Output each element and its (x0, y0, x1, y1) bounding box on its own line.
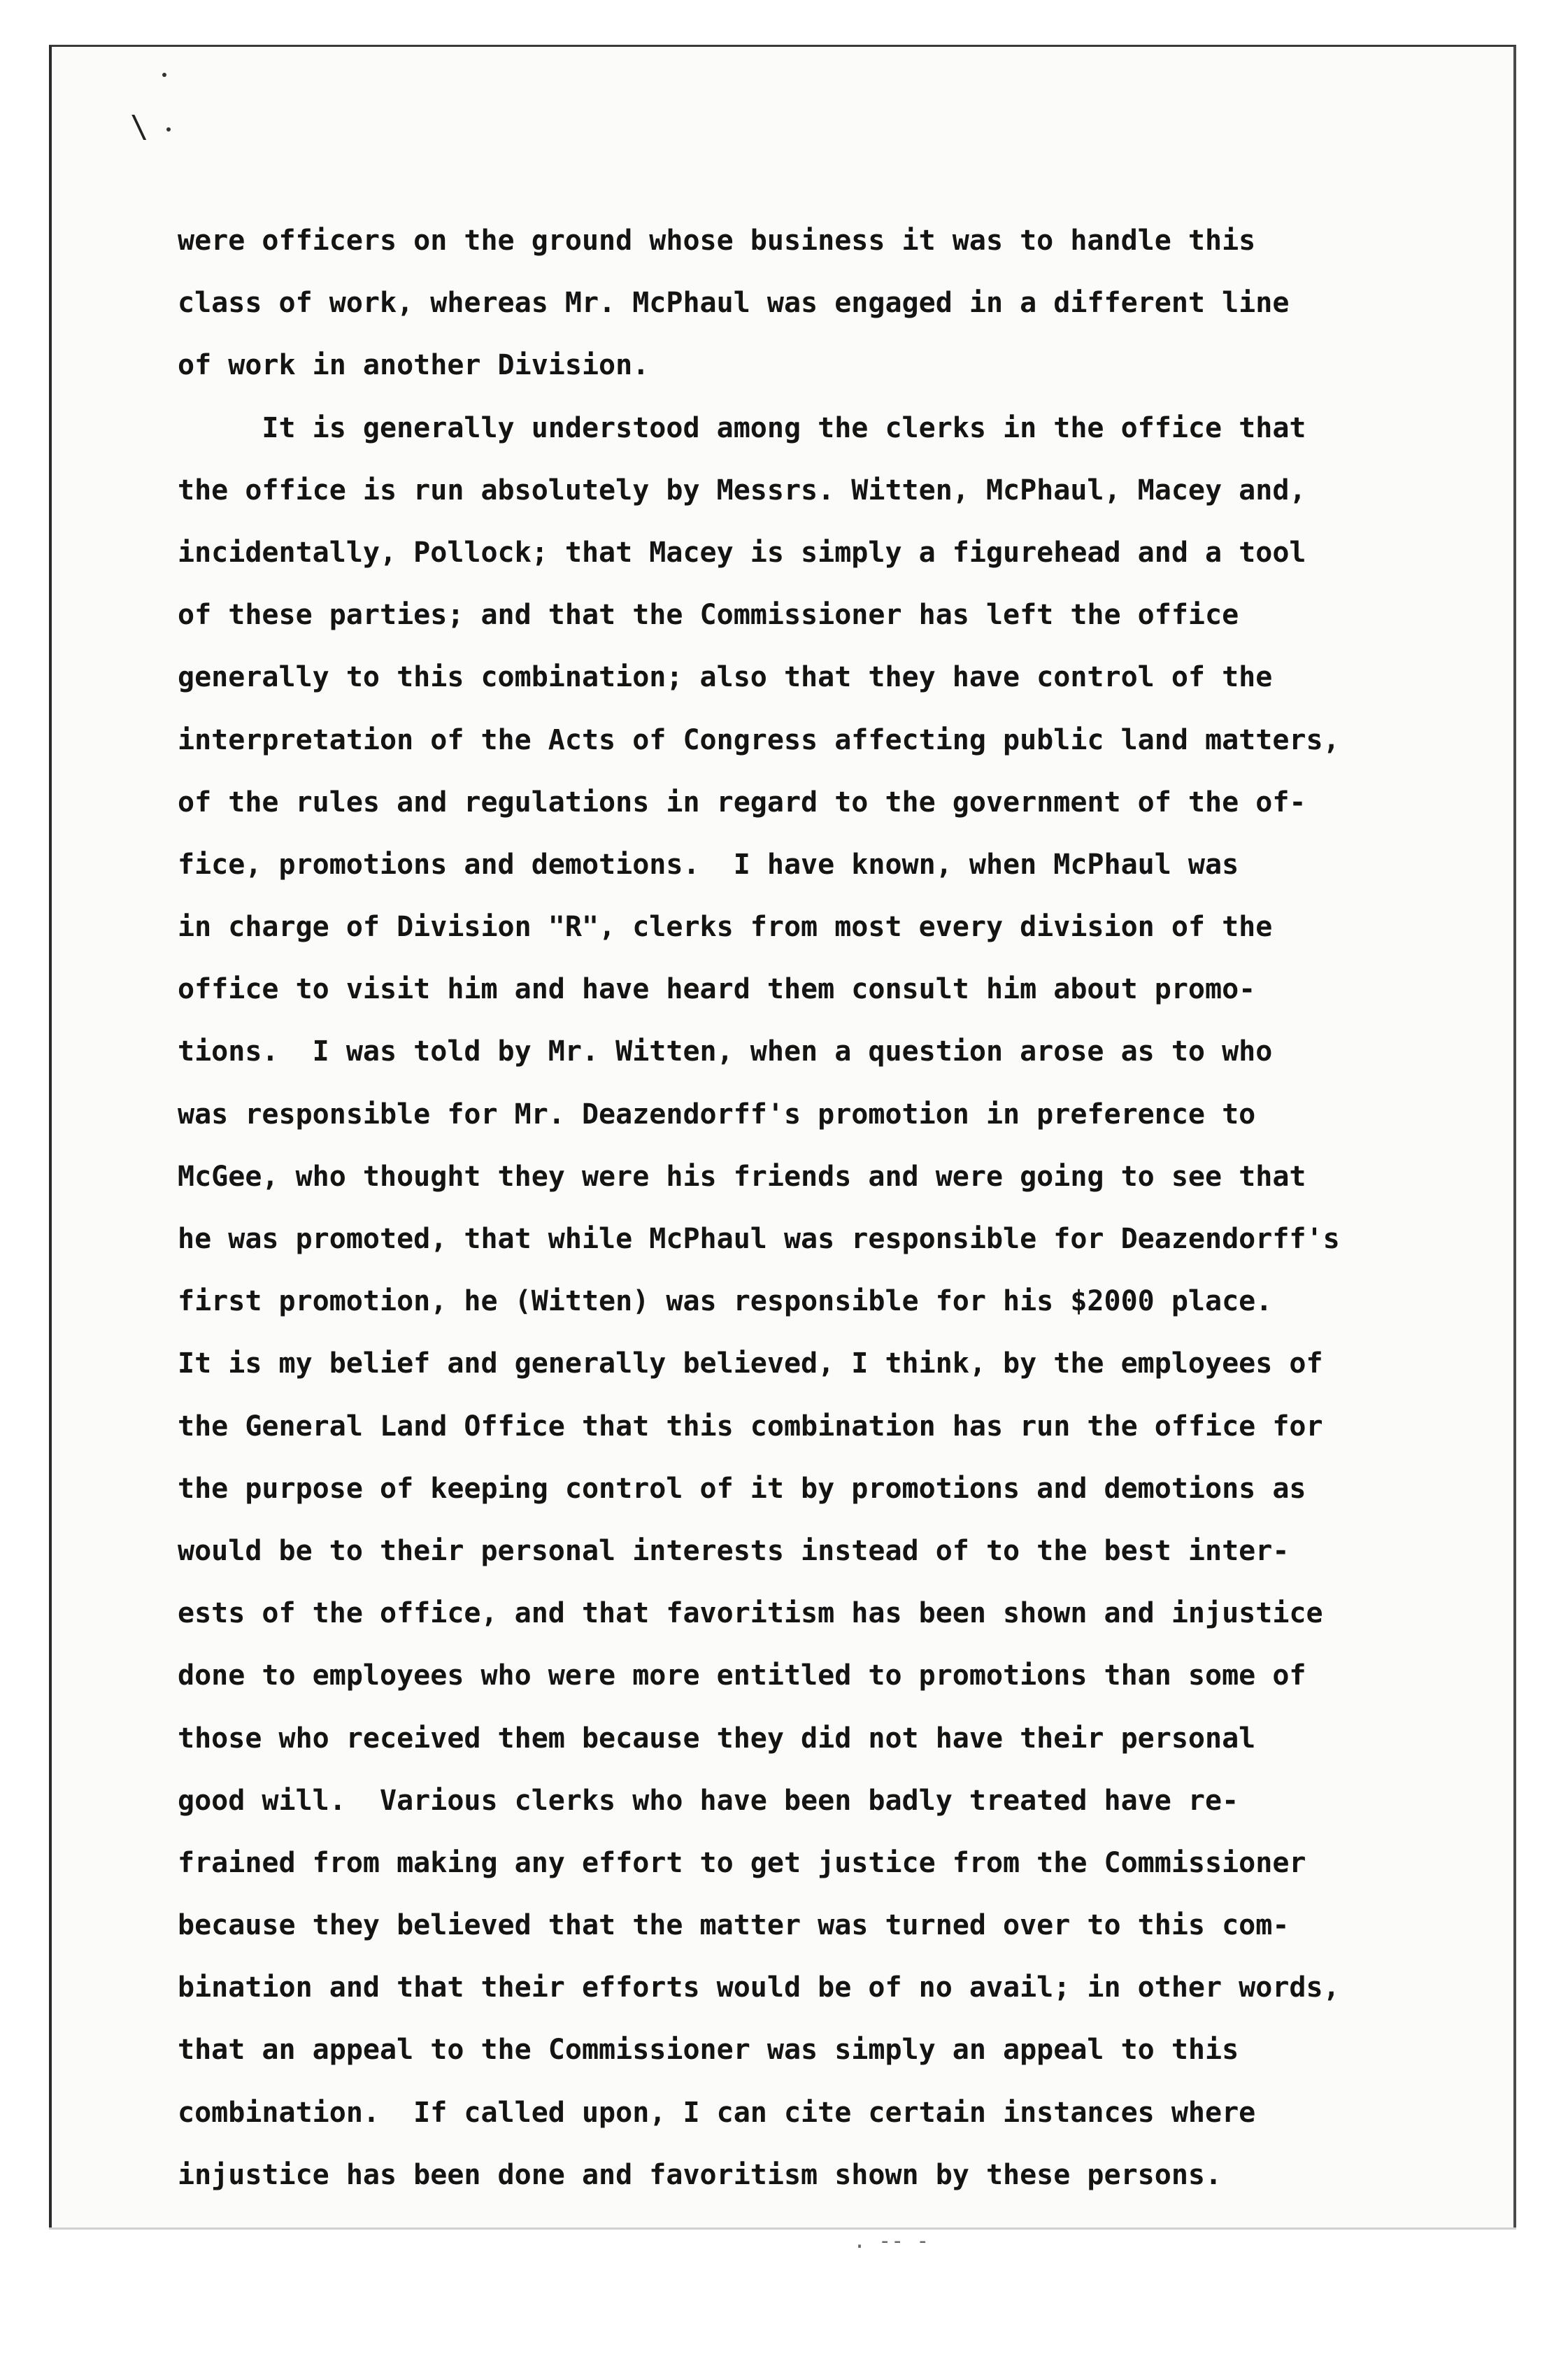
paper-speck (166, 127, 171, 132)
text-line: of work in another Division. (178, 349, 650, 382)
text-line: interpretation of the Acts of Congress affecting public land matters, (178, 723, 1340, 756)
text-line: bination and that their efforts would be of no avail; in other words, (178, 1971, 1340, 2004)
text-line: It is generally understood among the clerks in the office that (178, 411, 1306, 444)
text-line: first promotion, he (Witten) was responsible for his $2000 place. (178, 1285, 1273, 1318)
text-line: were officers on the ground whose business it was to handle this (178, 225, 1256, 257)
text-line: of these parties; and that the Commissioner has left the office (178, 599, 1239, 632)
text-line: incidentally, Pollock; that Macey is simply a figurehead and a tool (178, 536, 1306, 569)
text-line: the purpose of keeping control of it by promotions and demotions as (178, 1472, 1306, 1505)
paper-speck (162, 73, 166, 77)
text-line: the General Land Office that this combination has run the office for (178, 1410, 1323, 1443)
text-line: McGee, who thought they were his friends and were going to see that (178, 1160, 1306, 1193)
text-line: combination. If called upon, I can cite certain instances where (178, 2096, 1256, 2129)
text-line: good will. Various clerks who have been badly treated have re- (178, 1784, 1239, 1817)
page-bottom-edge (49, 2227, 1516, 2230)
text-line: that an appeal to the Commissioner was simply an appeal to this (178, 2034, 1239, 2067)
text-line: frained from making any effort to get justice from the Commissioner (178, 1846, 1306, 1879)
text-line: class of work, whereas Mr. McPhaul was engaged in a different line (178, 287, 1290, 320)
text-line: because they believed that the matter was turned over to this com- (178, 1909, 1290, 1942)
text-line: of the rules and regulations in regard to the government of the of- (178, 786, 1306, 819)
text-line: ests of the office, and that favoritism has been shown and injustice (178, 1597, 1323, 1630)
text-line: injustice has been done and favoritism shown by these persons. (178, 2158, 1222, 2191)
text-line: the office is run absolutely by Messrs. Witten, McPhaul, Macey and, (178, 474, 1306, 507)
text-line: those who received them because they did not have their personal (178, 1722, 1256, 1755)
text-line: was responsible for Mr. Deazendorff's promotion in preference to (178, 1098, 1256, 1131)
text-line: in charge of Division "R", clerks from most every division of the (178, 911, 1273, 944)
text-line: office to visit him and have heard them consult him about promo- (178, 973, 1256, 1006)
text-line: done to employees who were more entitled to promotions than some of (178, 1659, 1306, 1692)
text-line: It is my belief and generally believed, I think, by the employees of (178, 1347, 1323, 1380)
typewritten-body-text (178, 210, 1492, 2207)
text-line: generally to this combination; also that they have control of the (178, 661, 1273, 694)
text-line: fice, promotions and demotions. I have known, when McPhaul was (178, 848, 1239, 881)
text-line: tions. I was told by Mr. Witten, when a question arose as to who (178, 1035, 1273, 1068)
footer-marks: . -- - (853, 2229, 929, 2253)
handwritten-mark: \ (130, 109, 149, 145)
text-line: he was promoted, that while McPhaul was responsible for Deazendorff's (178, 1223, 1340, 1255)
text-line: would be to their personal interests instead of to the best inter- (178, 1534, 1290, 1567)
